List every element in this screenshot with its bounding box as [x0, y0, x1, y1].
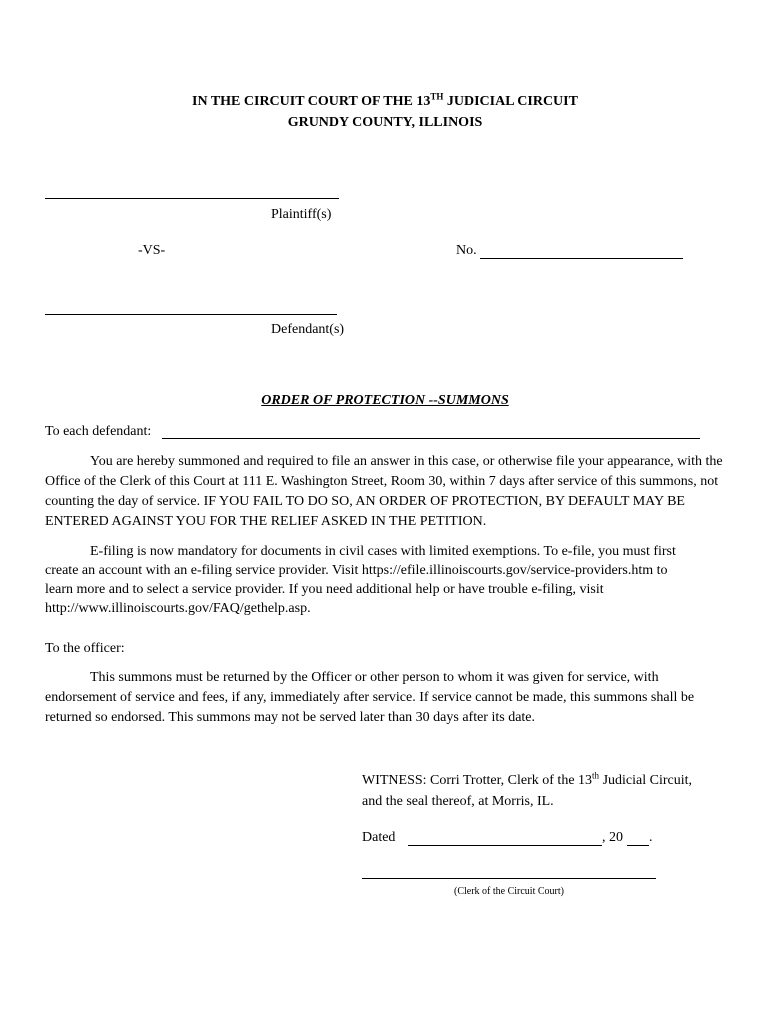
year-prefix: , 20: [602, 830, 623, 845]
defendant-address-line[interactable]: [162, 438, 700, 439]
plaintiff-name-line[interactable]: [45, 198, 339, 199]
vs-label: -VS-: [138, 243, 166, 258]
defendant-label: Defendant(s): [271, 322, 345, 337]
witness-line-1-post: Judicial Circuit,: [599, 773, 692, 788]
court-line-pre: IN THE CIRCUIT COURT OF THE 13: [192, 94, 431, 109]
clerk-signature-line[interactable]: [362, 878, 656, 879]
defendant-name-line[interactable]: [45, 314, 337, 315]
witness-line-1-pre: WITNESS: Corri Trotter, Clerk of the 13: [362, 773, 593, 788]
to-defendant-label: To each defendant:: [45, 424, 152, 439]
witness-line-1-sup: th: [592, 770, 600, 781]
year-line[interactable]: [627, 845, 649, 846]
plaintiff-label: Plaintiff(s): [271, 207, 332, 222]
document-title: ORDER OF PROTECTION --SUMMONS: [261, 393, 509, 408]
officer-paragraph: This summons must be returned by the Officer or other person to whom it was given for service, with endorsement of service and fees, if any, immediately after service. If service cannot be made, this summons shall be returned so endorsed. This summons may not be served later than 30 days after its date.: [45, 670, 695, 725]
date-line[interactable]: [408, 845, 602, 846]
summons-paragraph: You are hereby summoned and required to file an answer in this case, or otherwise file your appearance, with the Office of the Clerk of this Court at 111 E. Washington Street, Room 30, within 7 days after service of this summons, not counting the day of service. IF YOU FAIL TO DO SO, AN ORDER OF PROTECTION, BY DEFAULT MAY BE ENTERED AGAINST YOU FOR THE RELIEF ASKED IN THE PETITION.: [45, 454, 723, 529]
court-line-sup: TH: [430, 91, 444, 102]
dated-label: Dated: [362, 830, 396, 845]
witness-line-1: [362, 770, 692, 789]
to-officer-label: To the officer:: [45, 641, 125, 656]
efiling-paragraph: E-filing is now mandatory for documents in civil cases with limited exemptions. To e-file, you must first create an account with an e-filing service provider. Visit https://efile.illinoiscourts.gov/service-providers.htm to learn more and to select a service provider. If you need additional help or have trouble e-filing, visit http://www.illinoiscourts.gov/FAQ/gethelp.asp.: [45, 544, 676, 616]
county-heading: GRUNDY COUNTY, ILLINOIS: [287, 115, 483, 130]
court-heading: [0, 91, 770, 110]
court-line-post: JUDICIAL CIRCUIT: [443, 94, 578, 109]
case-no-label: No.: [456, 243, 477, 258]
case-number-line[interactable]: [480, 258, 683, 259]
year-suffix: .: [649, 830, 653, 845]
clerk-label: (Clerk of the Circuit Court): [454, 886, 564, 897]
witness-line-2: and the seal thereof, at Morris, IL.: [362, 794, 554, 809]
